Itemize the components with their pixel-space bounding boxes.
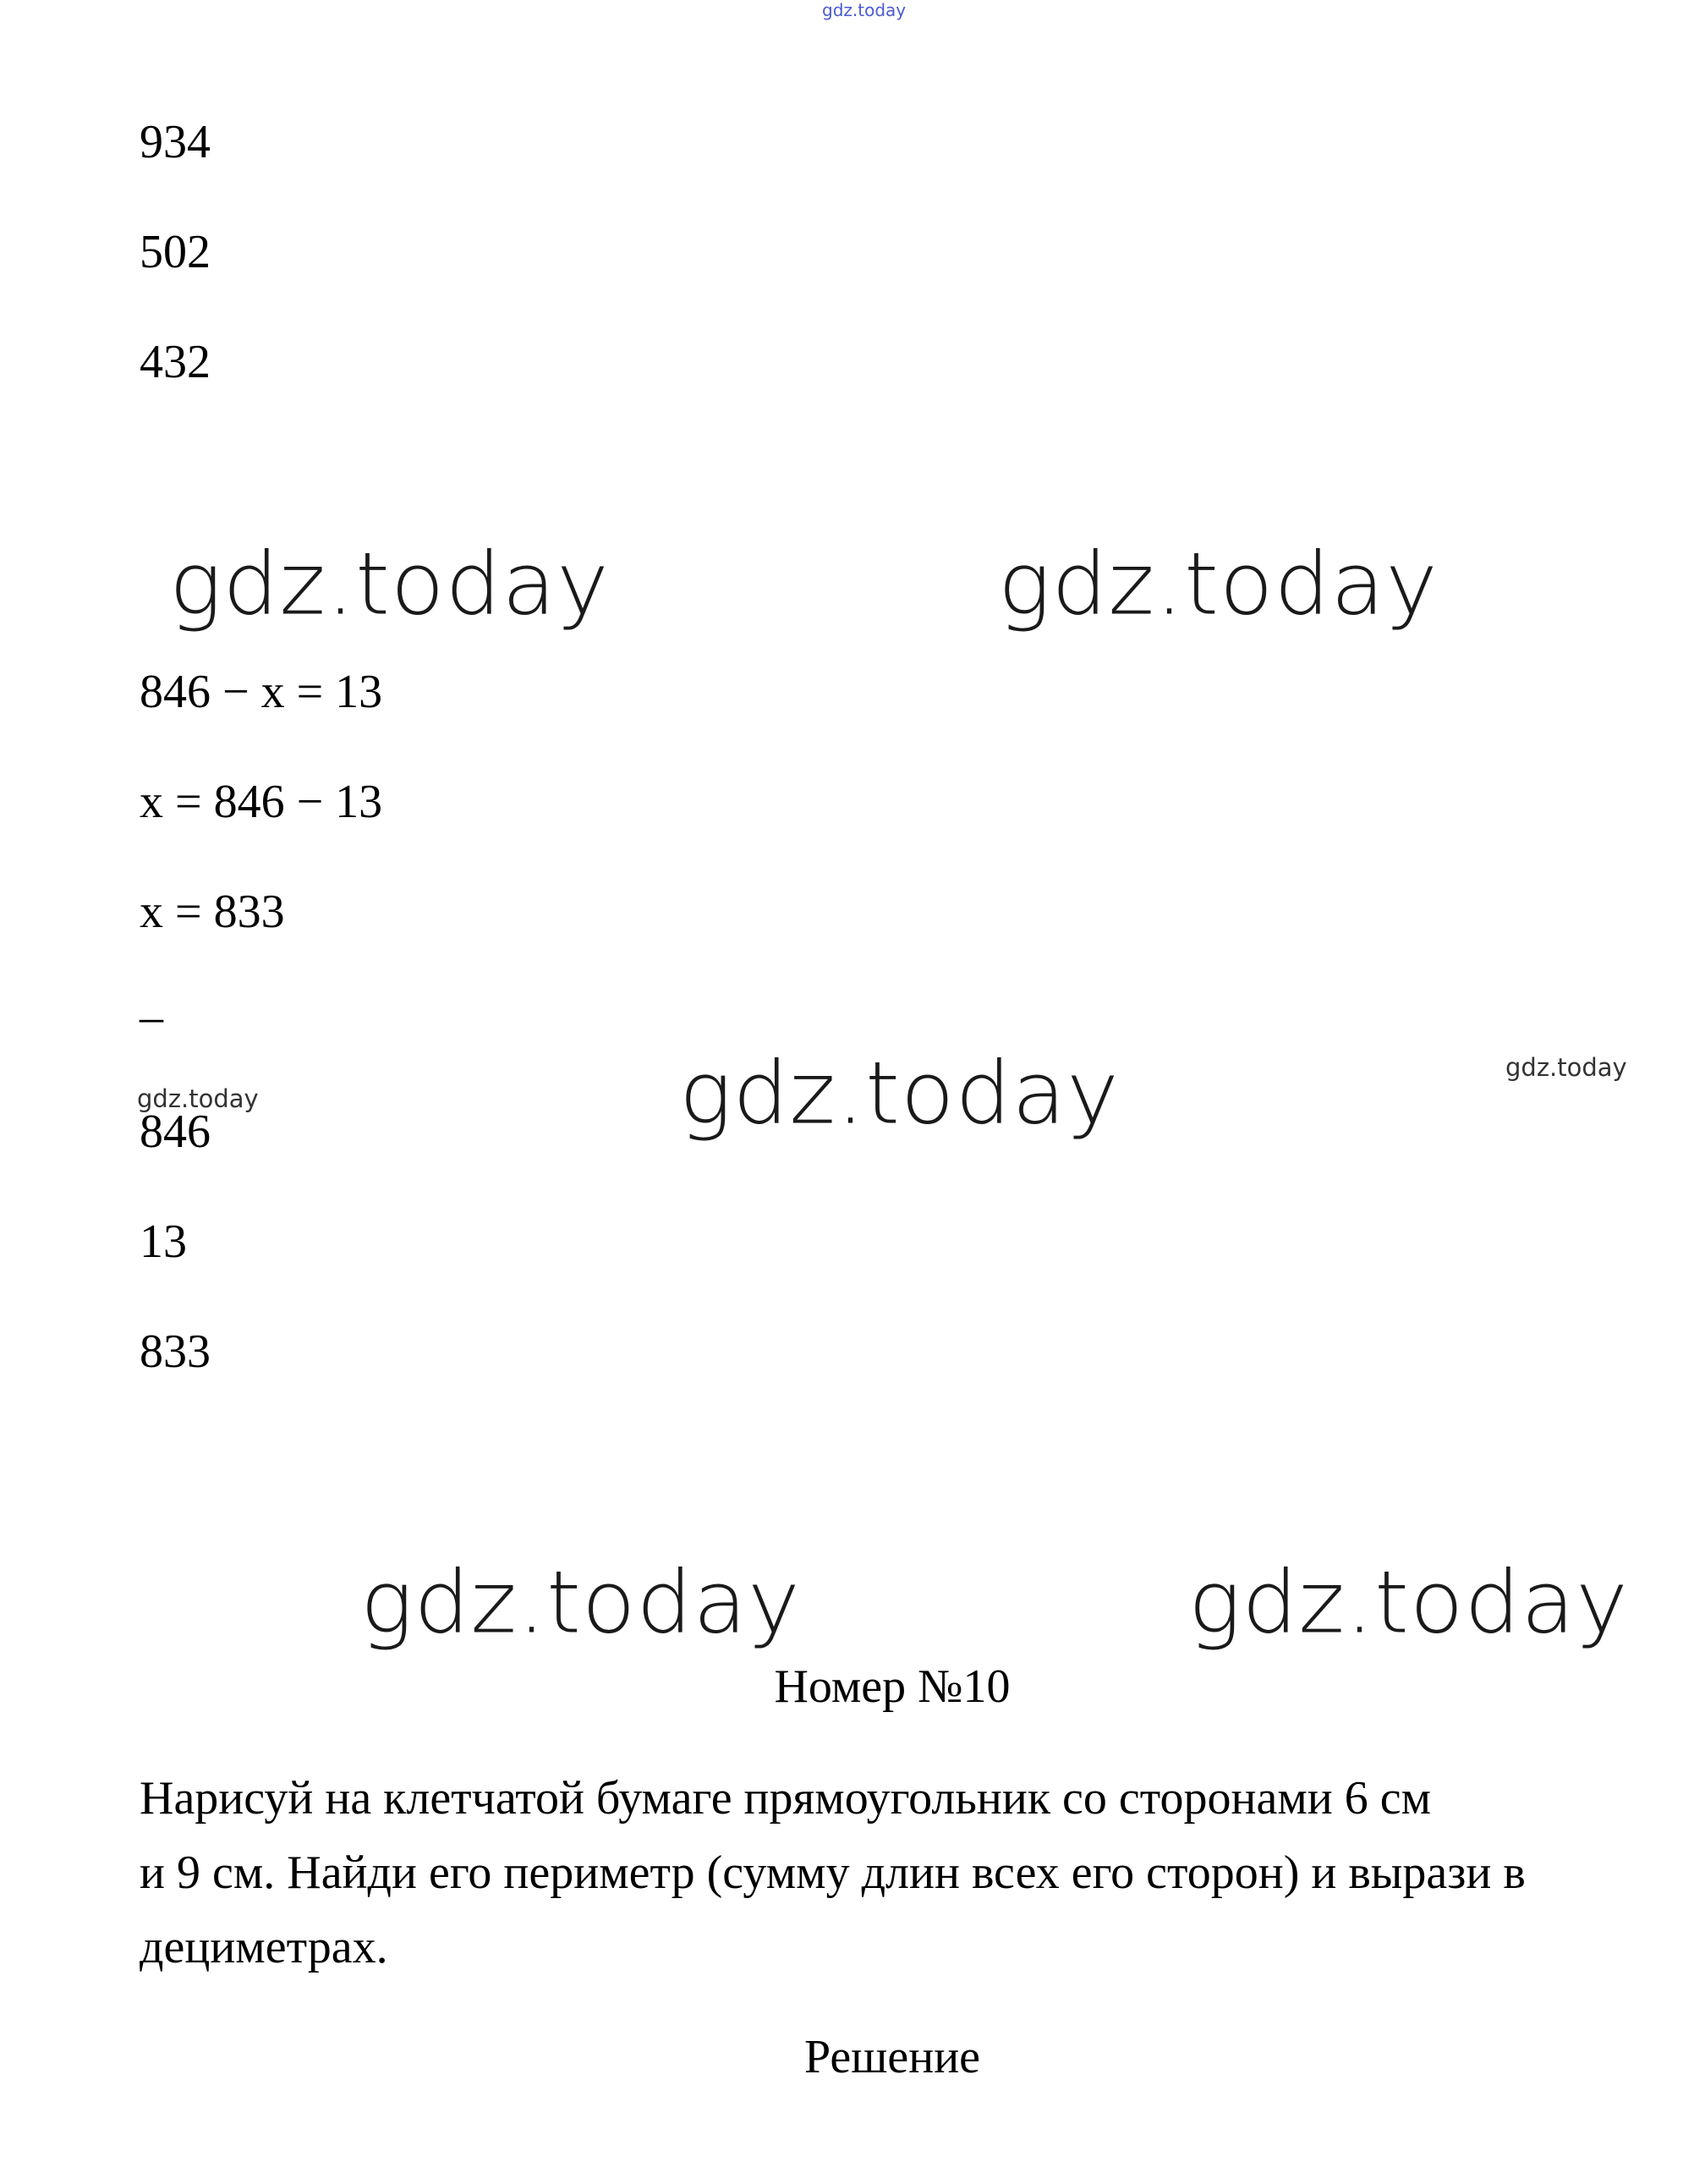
solution-heading: Решение (803, 2031, 981, 2083)
watermark-big-3: gdz.today (679, 1042, 1120, 1144)
watermark-top: gdz.today (822, 0, 907, 20)
task-text-line-1: Нарисуй на клетчатой бумаге прямоугольник со сторонами 6 см (140, 1772, 1432, 1825)
task-text (140, 1761, 1628, 1984)
watermark-small-right: gdz.today (1505, 1053, 1627, 1082)
column-line-2: 13 (140, 1215, 187, 1268)
equation-line-2: x = 846 − 13 (140, 776, 383, 828)
watermark-small-left: gdz.today (137, 1084, 259, 1113)
column-line-3: 833 (140, 1325, 211, 1378)
equation-line-1: 846 − x = 13 (140, 666, 383, 718)
task-text-line-2: и 9 см. Найди его периметр (сумму длин всех его сторон) и вырази в (140, 1847, 1526, 1899)
watermark-big-1: gdz.today (169, 533, 610, 634)
calc-line-2: 502 (140, 226, 211, 278)
task-title: Номер №10 (774, 1660, 1011, 1713)
task-text-line-3: дециметрах. (140, 1921, 388, 1973)
calc-line-3: 432 (140, 336, 211, 388)
equation-line-3: x = 833 (140, 886, 285, 938)
watermark-big-5: gdz.today (1188, 1551, 1629, 1653)
watermark-big-2: gdz.today (998, 533, 1439, 634)
calc-line-1: 934 (140, 116, 211, 168)
column-line-1: 846 (140, 1106, 211, 1158)
watermark-big-4: gdz.today (360, 1551, 801, 1653)
column-operator: – (140, 990, 163, 1043)
